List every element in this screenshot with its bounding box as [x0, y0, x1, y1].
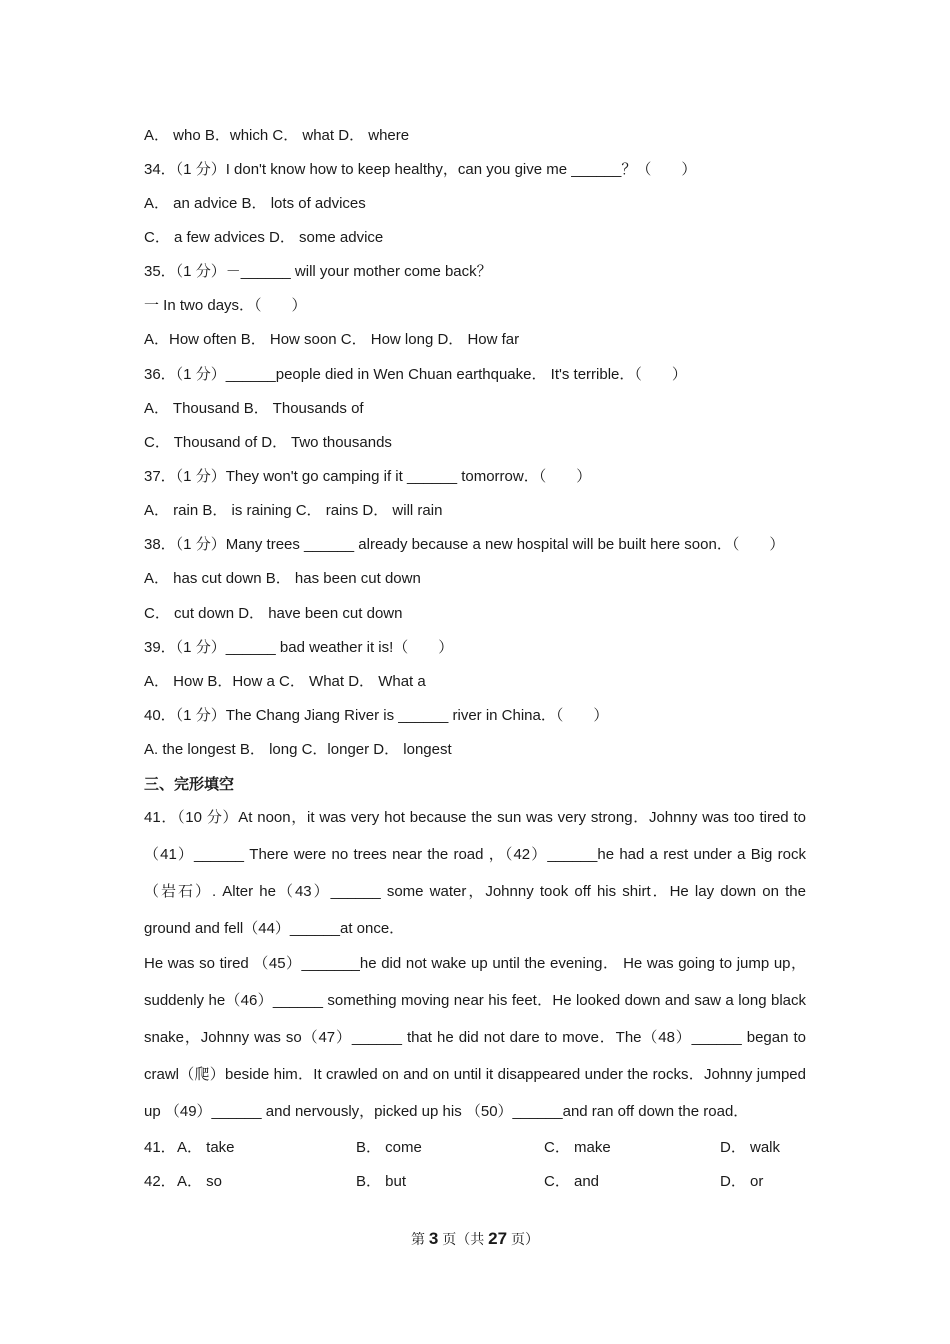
- section-title: 三、完形填空: [144, 776, 235, 793]
- answer-41-a: 41．: [144, 1139, 176, 1156]
- footer-page-number: 3: [428, 1229, 439, 1248]
- answer-41-option-a: A． take: [177, 1139, 235, 1156]
- q40-options: A. the longest B． long C．longer D． longest: [144, 741, 452, 758]
- q39-options: A． How B．How a C． What D． What a: [144, 673, 426, 690]
- answer-41-option-c: C． make: [544, 1139, 611, 1156]
- answer-row-41: [144, 1138, 806, 1158]
- q40-stem: 40．（1 分）The Chang Jiang River is ______ river in China．（ ）: [144, 707, 609, 724]
- footer-middle: 页（共: [442, 1231, 485, 1247]
- q35-reply: 一 In two days．（ ）: [144, 297, 307, 314]
- q36-options-cd: C． Thousand of D． Two thousands: [144, 434, 392, 451]
- answer-42-option-b: B． but: [356, 1173, 407, 1190]
- answer-41-option-b: B． come: [356, 1139, 422, 1156]
- answer-42-option-a: A． so: [177, 1173, 223, 1190]
- q39-stem: 39．（1 分）______ bad weather it is!（ ）: [144, 639, 454, 656]
- q38-options-cd: C． cut down D． have been cut down: [144, 605, 403, 622]
- q34-options-cd: C． a few advices D． some advice: [144, 229, 384, 246]
- cloze-paragraph-1: 41．（10 分）At noon，it was very hot because the sun was very strong．Johnny was too tired to（41）______ There were no trees near the road ，（42）______he had a rest under a Big rock（岩石）. Alter he（43）______ some water，Johnny took off his shirt．He lay down on the ground and fell（44）______at once．: [144, 809, 806, 937]
- answer-row-42: [144, 1172, 806, 1192]
- answer-42-num: 42．: [144, 1173, 176, 1190]
- q34-options-ab: A． an advice B． lots of advices: [144, 195, 366, 212]
- answer-41-option-d: D． walk: [720, 1139, 781, 1156]
- q34-stem: 34．（1 分）I don't know how to keep healthy，can you give me ______？（ ）: [144, 161, 697, 178]
- footer-total-pages: 27: [488, 1229, 508, 1248]
- q37-options: A． rain B． is raining C． rains D． will rain: [144, 502, 443, 519]
- page-footer: [0, 1229, 950, 1249]
- cloze-paragraph-2: He was so tired （45）_______he did not wake up until the evening． He was going to jump up，suddenly he（46）______ something moving near his feet．He looked down and saw a long black snake，Johnny was so（47）______ that he did not dare to move．The（48）______ began to crawl（爬）beside him．It crawled on and on until it disappeared under the rocks．Johnny jumped up （49）______ and nervously，picked up his （50）______and ran off down the road．: [144, 955, 806, 1120]
- q35-options: A．How often B． How soon C． How long D． How far: [144, 331, 520, 348]
- q36-options-ab: A． Thousand B． Thousands of: [144, 400, 364, 417]
- q35-stem: 35．（1 分）－______ will your mother come back？: [144, 263, 492, 280]
- answer-42-option-c: C． and: [544, 1173, 600, 1190]
- q37-stem: 37．（1 分）They won't go camping if it ______ tomorrow．（ ）: [144, 468, 592, 485]
- q38-options-ab: A． has cut down B． has been cut down: [144, 570, 421, 587]
- answer-42-option-d: D． or: [720, 1173, 764, 1190]
- q33-options: A． who B．which C． what D． where: [144, 127, 410, 144]
- footer-prefix: 第: [411, 1231, 426, 1247]
- q38-stem: 38．（1 分）Many trees ______ already because a new hospital will be built here soon．（ ）: [144, 536, 785, 553]
- q36-stem: 36．（1 分）______people died in Wen Chuan earthquake． It's terrible．（ ）: [144, 366, 687, 383]
- footer-suffix: 页）: [510, 1231, 539, 1247]
